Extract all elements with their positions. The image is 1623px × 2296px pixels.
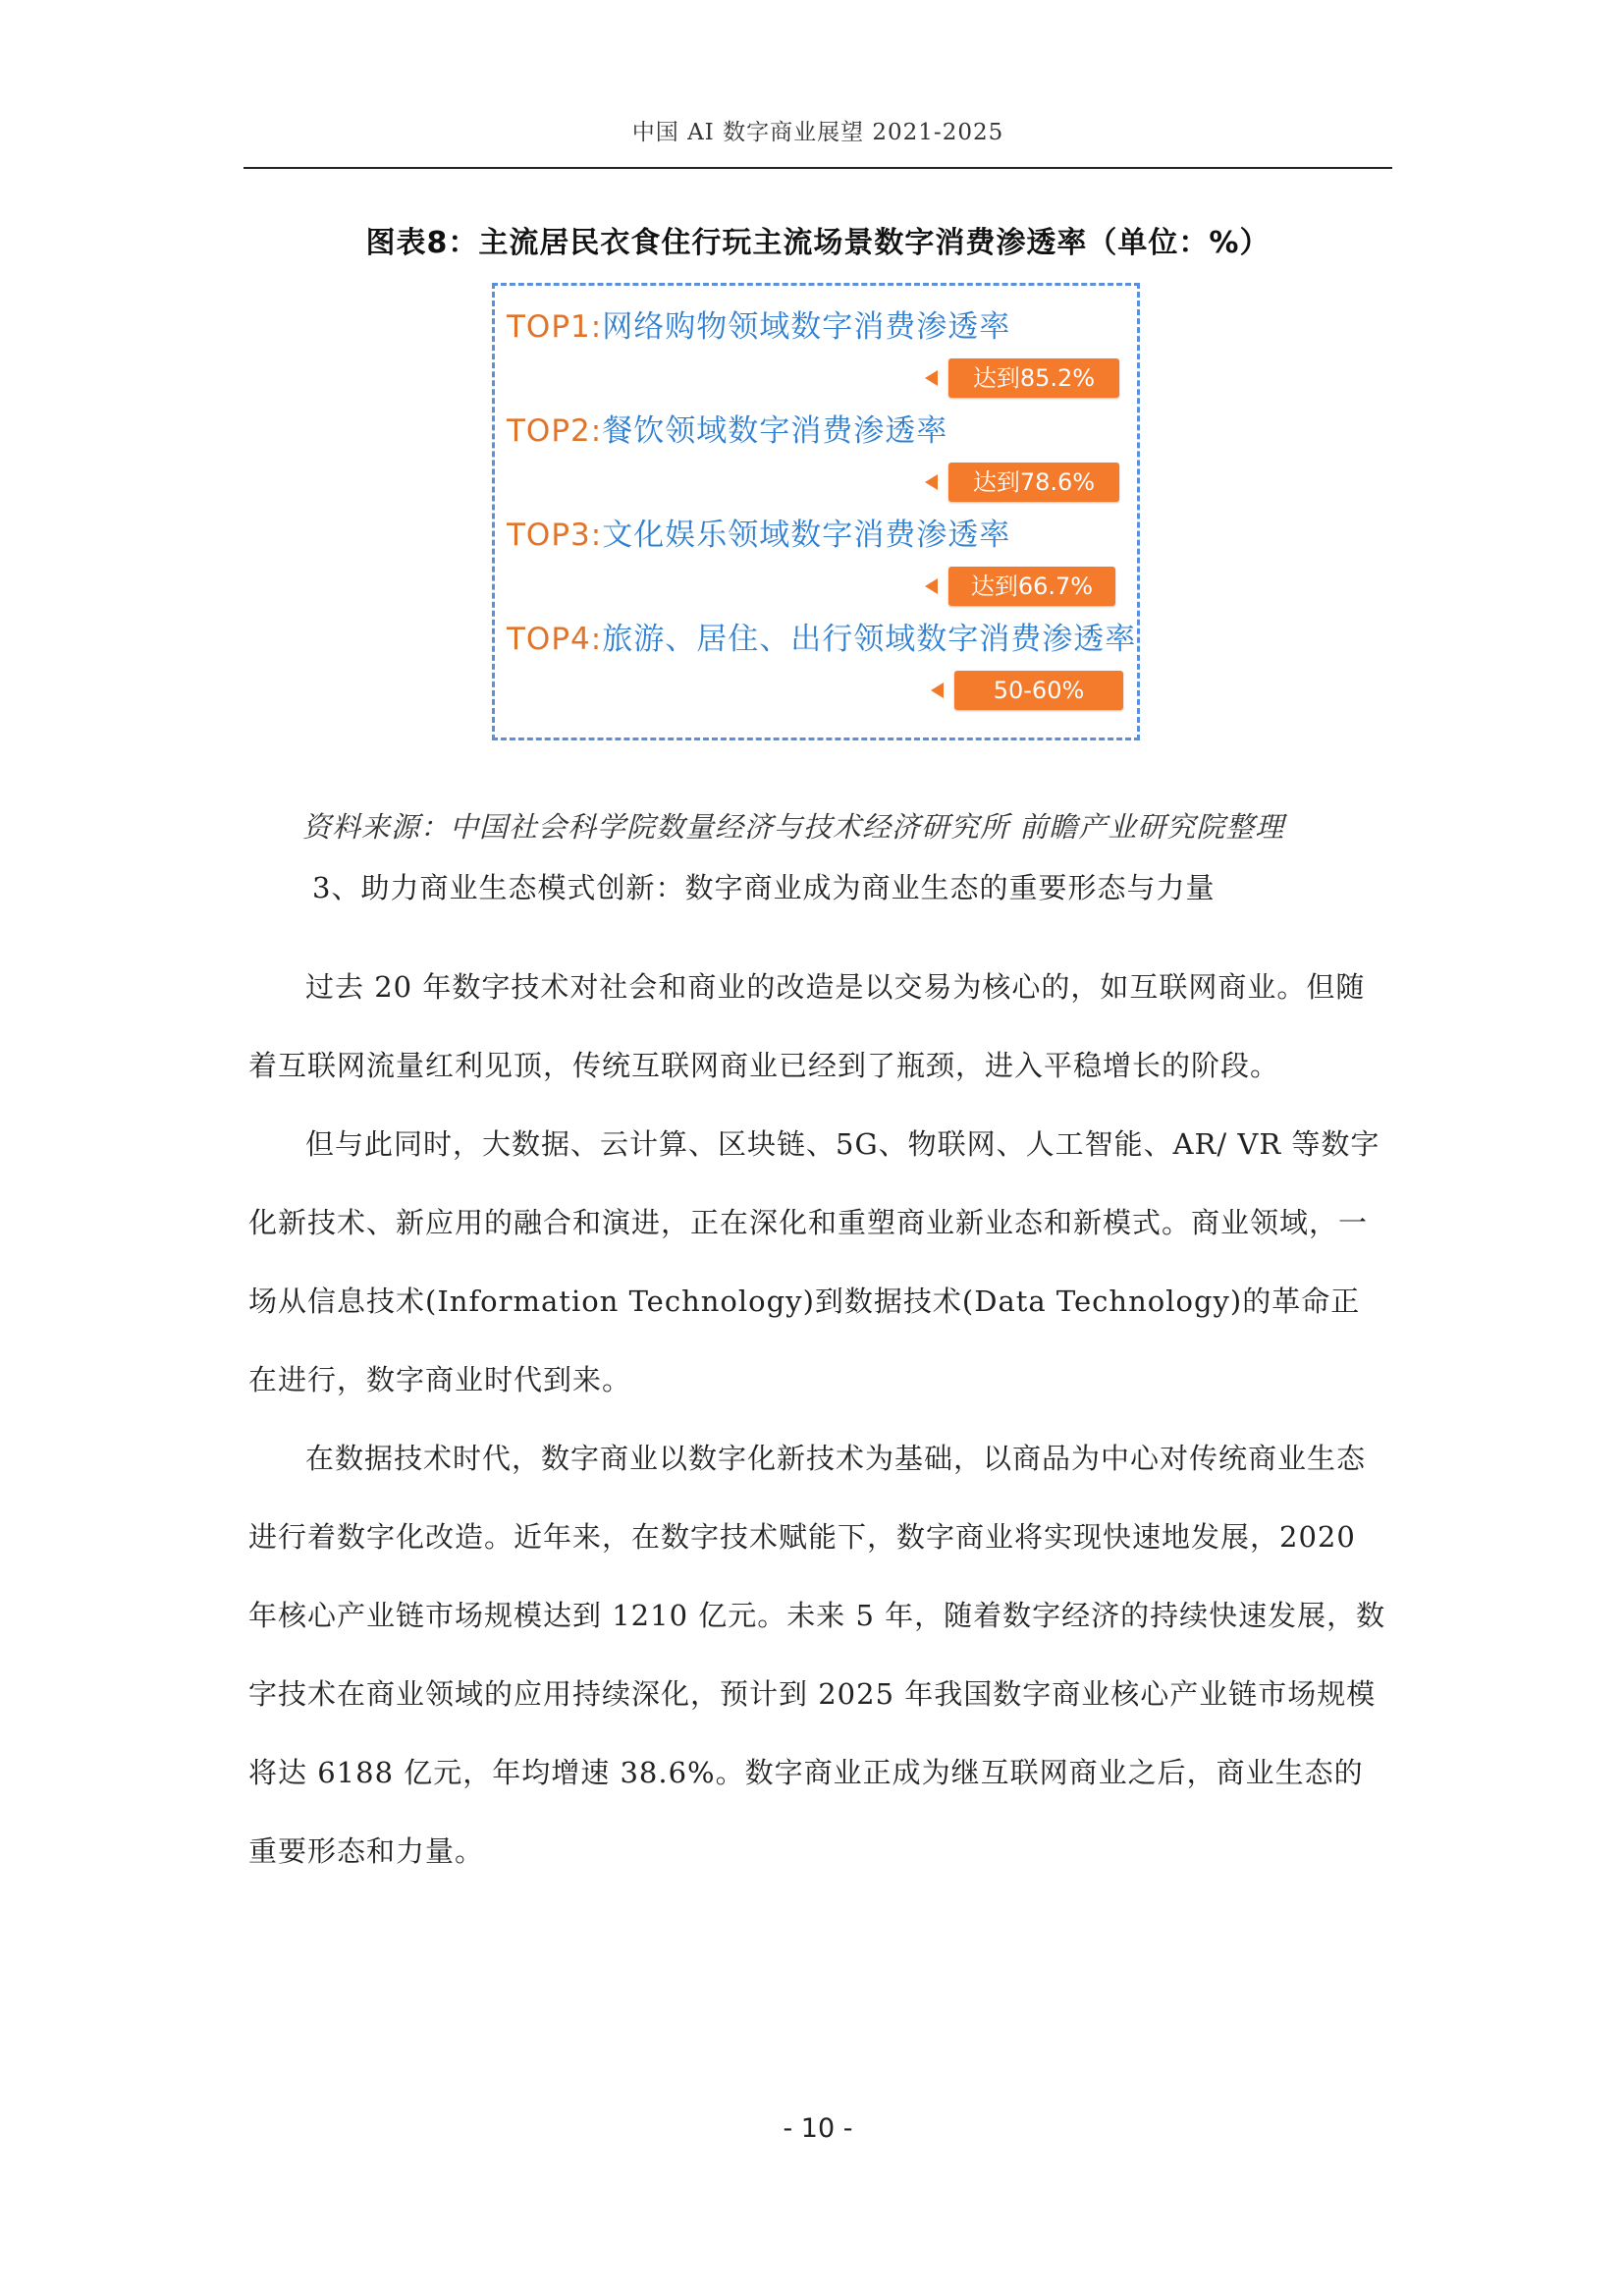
header-divider [243, 167, 1392, 169]
infographic-item-label [507, 614, 1136, 658]
item-text: 旅游、居住、出行领域数字消费渗透率 [602, 622, 1137, 657]
figure-title: 图表8：主流居民衣食住行玩主流场景数字消费渗透率（单位：%） [365, 226, 1271, 260]
pointer-arrow-icon [925, 370, 938, 386]
infographic-item-label [507, 301, 1010, 346]
penetration-infographic [492, 283, 1140, 740]
section-heading: 3、助力商业生态模式创新：数字商业成为商业生态的重要形态与力量 [312, 871, 1216, 904]
item-text: 餐饮领域数字消费渗透率 [602, 413, 948, 449]
figure-source: 资料来源：中国社会科学院数量经济与技术经济研究所 前瞻产业研究院整理 [302, 810, 1285, 844]
pointer-arrow-icon [931, 683, 944, 698]
item-text: 网络购物领域数字消费渗透率 [602, 309, 1011, 345]
item-text: 文化娱乐领域数字消费渗透率 [602, 518, 1011, 553]
pointer-arrow-icon [925, 578, 938, 594]
rank-label: TOP1: [507, 309, 603, 345]
body-text [248, 948, 1387, 1890]
value-badge: 达到66.7% [948, 567, 1115, 606]
paragraph: 在数据技术时代，数字商业以数字化新技术为基础，以商品为中心对传统商业生态进行着数字化改造。近年来，在数字技术赋能下，数字商业将实现快速地发展，2020 年核心产业链市场规模达到 1210 亿元。未来 5 年，随着数字经济的持续快速发展，数字技术在商业领域的应用持续深化，预计到 2025 年我国数字商业核心产业链市场规模将达 6188 亿元，年均增速 38.6%。数字商业正成为继互联网商业之后，商业生态的重要形态和力量。 [248, 1442, 1386, 1868]
infographic-item-label [507, 510, 1010, 554]
paragraph: 过去 20 年数字技术对社会和商业的改造是以交易为核心的，如互联网商业。但随着互联网流量红利见顶，传统互联网商业已经到了瓶颈，进入平稳增长的阶段。 [248, 970, 1366, 1082]
page-number: - 10 - [783, 2113, 853, 2144]
value-badge: 50-60% [954, 671, 1123, 710]
paragraph: 但与此同时，大数据、云计算、区块链、5G、物联网、人工智能、AR/ VR 等数字化新技术、新应用的融合和演进，正在深化和重塑商业新业态和新模式。商业领域，一场从信息技术(Information Technology)到数据技术(Data Technology)的革命正在进行，数字商业时代到来。 [248, 1127, 1380, 1396]
running-header: 中国 AI 数字商业展望 2021-2025 [631, 120, 1004, 145]
pointer-arrow-icon [925, 474, 938, 490]
infographic-item-label [507, 406, 947, 450]
value-badge: 达到85.2% [948, 358, 1119, 398]
rank-label: TOP4: [507, 622, 603, 657]
value-badge: 达到78.6% [948, 463, 1119, 502]
rank-label: TOP2: [507, 413, 603, 449]
rank-label: TOP3: [507, 518, 603, 553]
